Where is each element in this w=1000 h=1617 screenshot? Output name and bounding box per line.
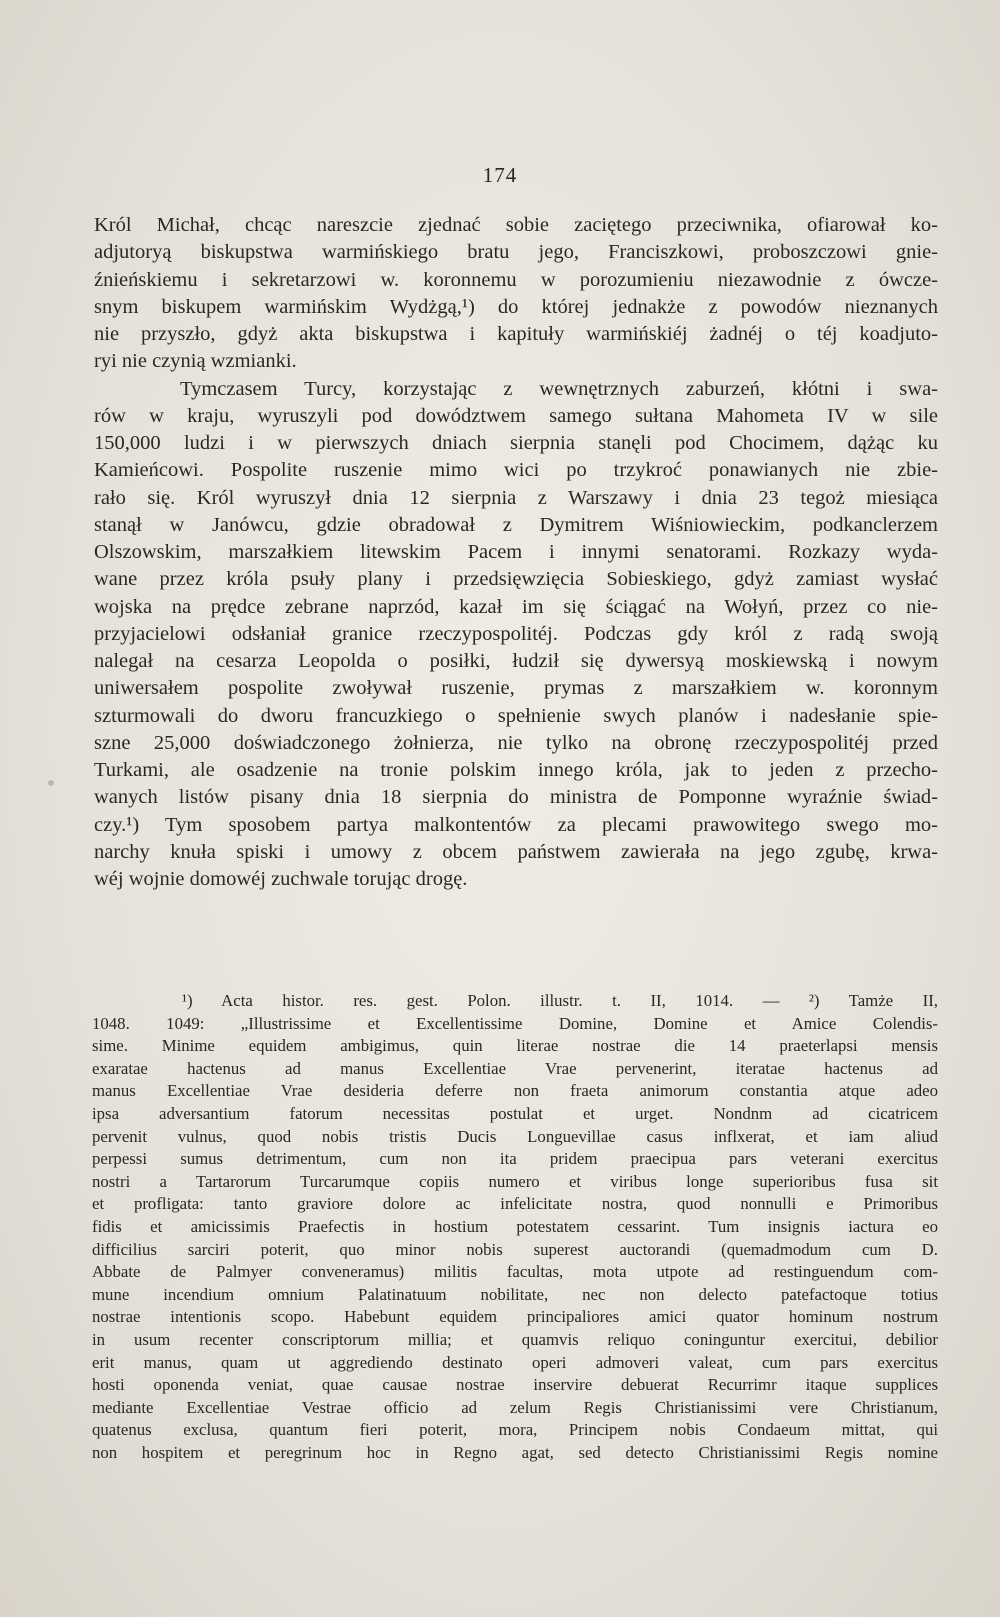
text-line: szturmowali do dworu francuzkiego o spełnienie swych planów i nadesłanie spie- xyxy=(94,704,938,727)
footnote-line: pervenit vulnus, quod nobis tristis Ducis Longuevillae casus inflxerat, et iam aliud xyxy=(92,1126,938,1146)
footnote-line: 1048. 1049: „Illustrissime et Excellentissime Domine, Domine et Amice Colendis- xyxy=(92,1013,938,1033)
footnote-line: non hospitem et peregrinum hoc in Regno agat, sed detecto Christianissimi Regis nomine xyxy=(92,1442,938,1462)
main-text xyxy=(94,212,938,893)
page-number: 174 xyxy=(482,163,518,187)
footnote-line: mune incendium omnium Palatinatuum nobilitate, nec non delecto patefactoque totius xyxy=(92,1284,938,1304)
footnote-line: nostrae intentionis scopo. Habebunt equidem principaliores amici quator hominum nostrum xyxy=(92,1307,938,1327)
text-line: stanął w Janówcu, gdzie obradował z Dymitrem Wiśniowieckim, podkanclerzem xyxy=(94,513,938,536)
text-line: narchy knuła spiski i umowy z obcem państwem zawierała na jego zgubę, krwa- xyxy=(94,840,938,863)
footnote-line: Abbate de Palmyer conveneramus) militis facultas, mota utpote ad restinguendum com- xyxy=(92,1262,938,1282)
text-line: Tymczasem Turcy, korzystając z wewnętrznych zaburzeń, kłótni i swa- xyxy=(180,377,938,400)
text-line: nie przyszło, gdyż akta biskupstwa i kapituły warmińskiéj żadnéj o téj koadjuto- xyxy=(94,323,938,345)
footnote-line: manus Excellentiae Vrae desideria deferre non fraeta animorum constantia atque adeo xyxy=(92,1081,938,1101)
footnote-line: ¹) Acta histor. res. gest. Polon. illustr. t. II, 1014. — ²) Tamże II, xyxy=(182,991,938,1010)
text-line: rało się. Król wyruszył dnia 12 sierpnia z Warszawy i dnia 23 tegoż miesiąca xyxy=(94,486,938,509)
text-line: ryi nie czynią wzmianki. xyxy=(94,350,297,373)
text-line: Król Michał, chcąc nareszcie zjednać sobie zaciętego przeciwnika, ofiarował ko- xyxy=(94,214,938,236)
text-line: 150,000 ludzi i w pierwszych dniach sierpnia stanęli pod Chocimem, dążąc ku xyxy=(94,432,938,454)
text-line: wojska na prędce zebrane naprzód, kazał im się ściągać na Wołyń, przez co nie- xyxy=(94,595,938,618)
text-line: źnieńskiemu i sekretarzowi w. koronnemu w porozumieniu niezawodnie z ówcze- xyxy=(94,268,938,291)
footnote-line: sime. Minime equidem ambigimus, quin literae nostrae die 14 praeterlapsi mensis xyxy=(92,1036,938,1056)
paper-spot xyxy=(48,780,54,786)
footnote-line: exaratae hactenus ad manus Excellentiae Vrae pervenerint, iteratae hactenus ad xyxy=(92,1058,938,1078)
footnote-line: ipsa adversantium fatorum necessitas postulat et urget. Nondnm ad cicatricem xyxy=(92,1103,938,1123)
text-line: czy.¹) Tym sposobem partya malkontentów za plecami prawowitego swego mo- xyxy=(94,813,938,836)
footnote-line: difficilius sarciri poterit, quo minor nobis superest auctorandi (quemadmodum cum D. xyxy=(92,1239,938,1259)
footnote-line: hosti oponenda veniat, quae causae nostrae inservire debuerat Recurrimr itaque supplices xyxy=(92,1375,938,1395)
footnotes xyxy=(92,990,938,1464)
text-line: Turkami, ale osadzenie na tronie polskim innego króla, jak to jeden z przecho- xyxy=(94,759,938,781)
text-line: adjutoryą biskupstwa warmińskiego bratu jego, Franciszkowi, proboszczowi gnie- xyxy=(94,241,938,264)
text-line: snym biskupem warmińskim Wydżgą,¹) do której jednakże z powodów nieznanych xyxy=(94,295,938,318)
footnote-line: fidis et amicissimis Praefectis in hostium potestatem cessarint. Tum insignis iactura eo xyxy=(92,1216,938,1236)
footnote-line: nostri a Tartarorum Turcarumque copiis numero et viribus longe superioribus fusa sit xyxy=(92,1171,938,1191)
footnote-line: in usum recenter conscriptorum millia; et quamvis reliquo coninguntur exercitui, debilior xyxy=(92,1329,938,1349)
footnote-line: perpessi sumus detrimentum, cum non ita pridem praecipua pars veterani exercitus xyxy=(92,1149,938,1169)
text-line: Kamieńcowi. Pospolite ruszenie mimo wici po trzykroć ponawianych nie zbie- xyxy=(94,459,938,482)
text-line: nalegał na cesarza Leopolda o posiłki, łudził się dywersyą moskiewską i nowym xyxy=(94,650,938,672)
footnote-line: erit manus, quam ut aggrediendo destinato operi admoveri valeat, cum pars exercitus xyxy=(92,1352,938,1372)
text-line: przyjacielowi odsłaniał granice rzeczypospolitéj. Podczas gdy król z radą swoją xyxy=(94,622,938,645)
footnote-line: mediante Excellentiae Vestrae officio ad zelum Regis Christianissimi vere Christianum, xyxy=(92,1397,938,1417)
text-line: wéj wojnie domowéj zuchwale torując drogę. xyxy=(94,868,468,890)
text-line: wane przez króla psuły plany i przedsięwzięcia Sobieskiego, gdyż zamiast wysłać xyxy=(94,568,938,591)
text-line: wanych listów pisany dnia 18 sierpnia do ministra de Pomponne wyraźnie świad- xyxy=(94,786,938,809)
text-line: rów w kraju, wyruszyli pod dowództwem samego sułtana Mahometa IV w sile xyxy=(94,404,938,427)
footnote-line: et profligata: tanto graviore dolore ac infelicitate nostra, quod nonnulli e Primoribus xyxy=(92,1194,938,1214)
text-line: uniwersałem pospolite zwoływał ruszenie, prymas z marszałkiem w. koronnym xyxy=(94,677,938,700)
text-line: Olszowskim, marszałkiem litewskim Pacem i innymi senatorami. Rozkazy wyda- xyxy=(94,541,938,563)
text-line: szne 25,000 doświadczonego żołnierza, nie tylko na obronę rzeczypospolitéj przed xyxy=(94,731,938,754)
footnote-line: quatenus exclusa, quantum fieri poterit, mora, Principem nobis Condaeum mittat, qui xyxy=(92,1420,938,1440)
